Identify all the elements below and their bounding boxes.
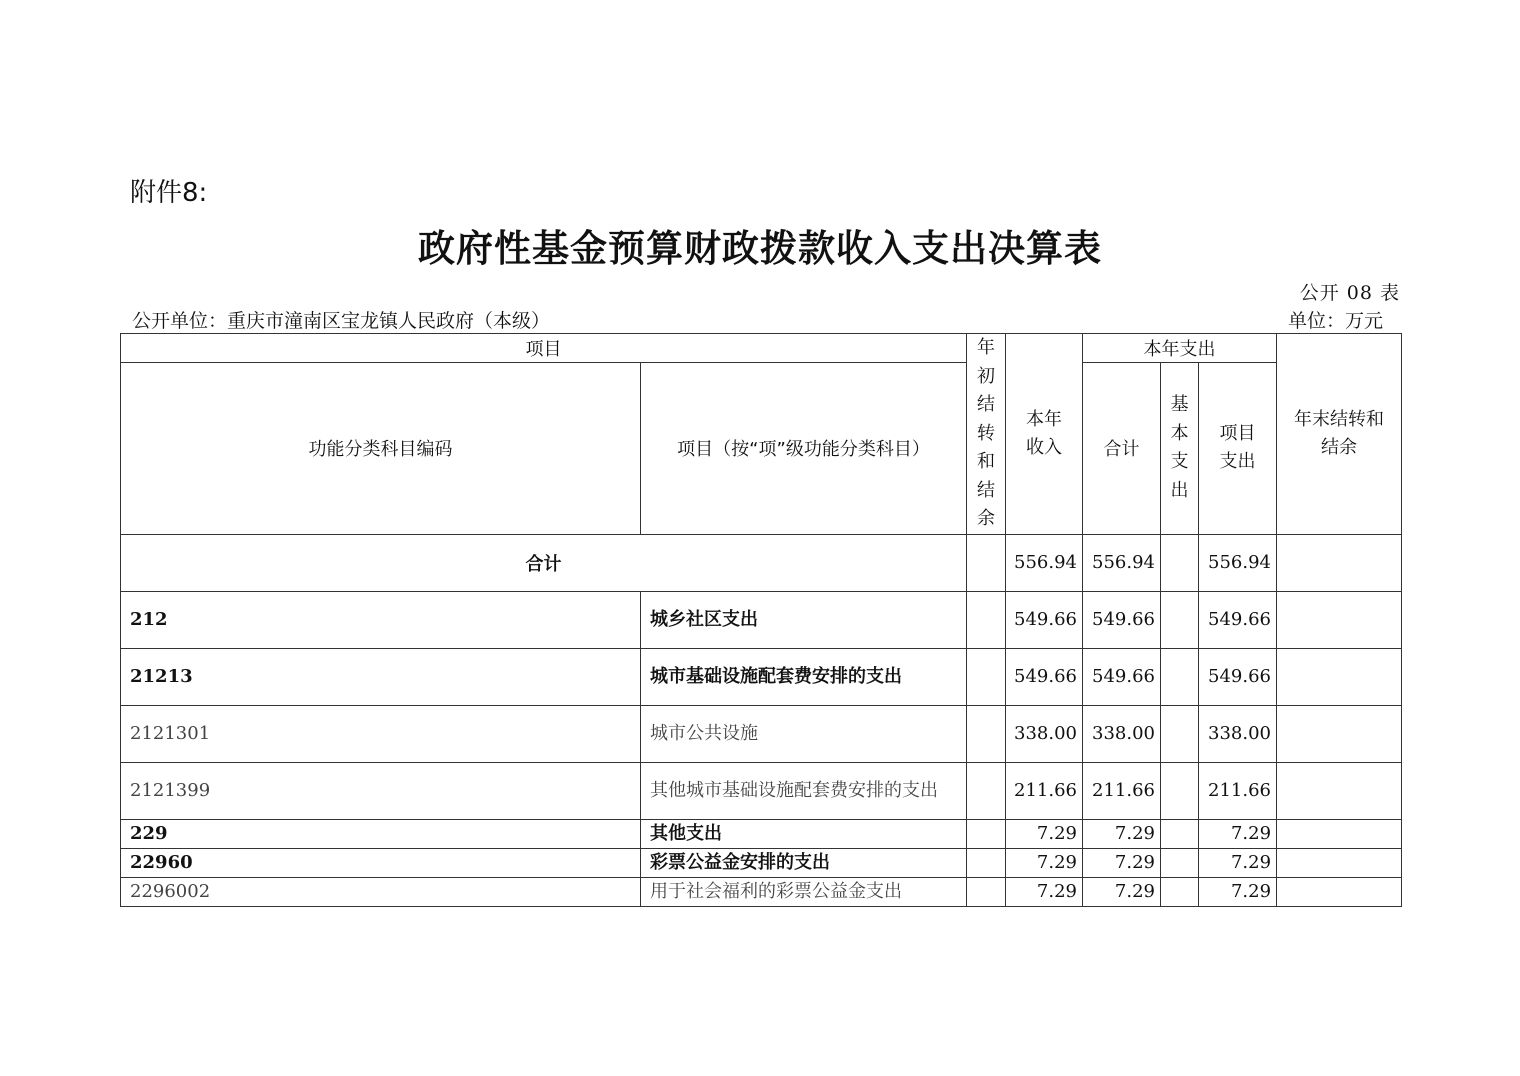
header-name: 项目（按“项”级功能分类科目）	[641, 363, 967, 534]
header-project-exp	[1199, 363, 1277, 534]
row-begin	[967, 819, 1006, 848]
row-income: 549.66	[1006, 591, 1083, 648]
row-income: 338.00	[1006, 705, 1083, 762]
row-project: 7.29	[1199, 819, 1277, 848]
row-code: 212	[121, 591, 641, 648]
row-income: 211.66	[1006, 762, 1083, 819]
row-code: 2121399	[121, 762, 641, 819]
row-name: 城市基础设施配套费安排的支出	[641, 648, 967, 705]
row-project: 549.66	[1199, 648, 1277, 705]
row-total: 7.29	[1083, 848, 1161, 877]
header-begin-balance	[967, 334, 1006, 535]
row-begin	[967, 591, 1006, 648]
row-end	[1277, 819, 1402, 848]
row-income: 7.29	[1006, 819, 1083, 848]
row-project: 211.66	[1199, 762, 1277, 819]
currency-unit: 单位：万元	[1288, 310, 1384, 332]
header-code: 功能分类科目编码	[121, 363, 641, 534]
row-basic	[1161, 705, 1199, 762]
row-basic	[1161, 762, 1199, 819]
header-project-exp-text: 项目支出	[1219, 423, 1256, 473]
table-row	[121, 848, 1402, 877]
row-code: 22960	[121, 848, 641, 877]
row-end	[1277, 877, 1402, 906]
header-income-text: 本年收入	[1026, 408, 1062, 458]
row-project: 7.29	[1199, 877, 1277, 906]
row-end	[1277, 591, 1402, 648]
table-row	[121, 705, 1402, 762]
total-income: 556.94	[1006, 534, 1083, 591]
row-total: 549.66	[1083, 648, 1161, 705]
total-label: 合计	[121, 534, 967, 591]
row-income: 7.29	[1006, 877, 1083, 906]
row-basic	[1161, 848, 1199, 877]
header-begin-balance-text: 年初结转和结余	[977, 337, 995, 529]
row-income: 549.66	[1006, 648, 1083, 705]
row-total: 211.66	[1083, 762, 1161, 819]
row-project: 549.66	[1199, 591, 1277, 648]
row-end	[1277, 762, 1402, 819]
row-total: 7.29	[1083, 877, 1161, 906]
row-project: 338.00	[1199, 705, 1277, 762]
publishing-unit: 公开单位：重庆市潼南区宝龙镇人民政府（本级）	[132, 310, 551, 332]
row-total: 549.66	[1083, 591, 1161, 648]
header-end-balance-text: 年末结转和结余	[1294, 408, 1385, 458]
total-end	[1277, 534, 1402, 591]
table-row	[121, 819, 1402, 848]
row-total: 338.00	[1083, 705, 1161, 762]
row-code: 2121301	[121, 705, 641, 762]
row-code: 2296002	[121, 877, 641, 906]
row-basic	[1161, 648, 1199, 705]
row-basic	[1161, 877, 1199, 906]
row-basic	[1161, 591, 1199, 648]
table-row	[121, 648, 1402, 705]
row-name: 彩票公益金安排的支出	[641, 848, 967, 877]
total-project: 556.94	[1199, 534, 1277, 591]
row-name: 城乡社区支出	[641, 591, 967, 648]
row-code: 229	[121, 819, 641, 848]
row-project: 7.29	[1199, 848, 1277, 877]
row-total: 7.29	[1083, 819, 1161, 848]
row-end	[1277, 848, 1402, 877]
header-end-balance	[1277, 334, 1402, 535]
row-end	[1277, 648, 1402, 705]
row-basic	[1161, 819, 1199, 848]
table-row	[121, 877, 1402, 906]
form-number: 公开 08 表	[1299, 282, 1400, 304]
header-income	[1006, 334, 1083, 535]
table-row	[121, 591, 1402, 648]
row-begin	[967, 848, 1006, 877]
header-basic-text: 基本支出	[1170, 394, 1189, 501]
attachment-label: 附件8:	[130, 178, 208, 208]
total-basic	[1161, 534, 1199, 591]
total-begin	[967, 534, 1006, 591]
row-name: 用于社会福利的彩票公益金支出	[641, 877, 967, 906]
budget-table	[120, 333, 1402, 907]
row-code: 21213	[121, 648, 641, 705]
table-row	[121, 762, 1402, 819]
row-begin	[967, 877, 1006, 906]
header-expense-group: 本年支出	[1083, 334, 1277, 363]
row-begin	[967, 762, 1006, 819]
row-name: 城市公共设施	[641, 705, 967, 762]
header-total: 合计	[1083, 363, 1161, 534]
row-begin	[967, 705, 1006, 762]
page-title: 政府性基金预算财政拨款收入支出决算表	[418, 227, 1102, 270]
row-name: 其他城市基础设施配套费安排的支出	[641, 762, 967, 819]
row-begin	[967, 648, 1006, 705]
total-total: 556.94	[1083, 534, 1161, 591]
total-row	[121, 534, 1402, 591]
header-project: 项目	[121, 334, 967, 363]
row-income: 7.29	[1006, 848, 1083, 877]
header-basic	[1161, 363, 1199, 534]
row-name: 其他支出	[641, 819, 967, 848]
row-end	[1277, 705, 1402, 762]
